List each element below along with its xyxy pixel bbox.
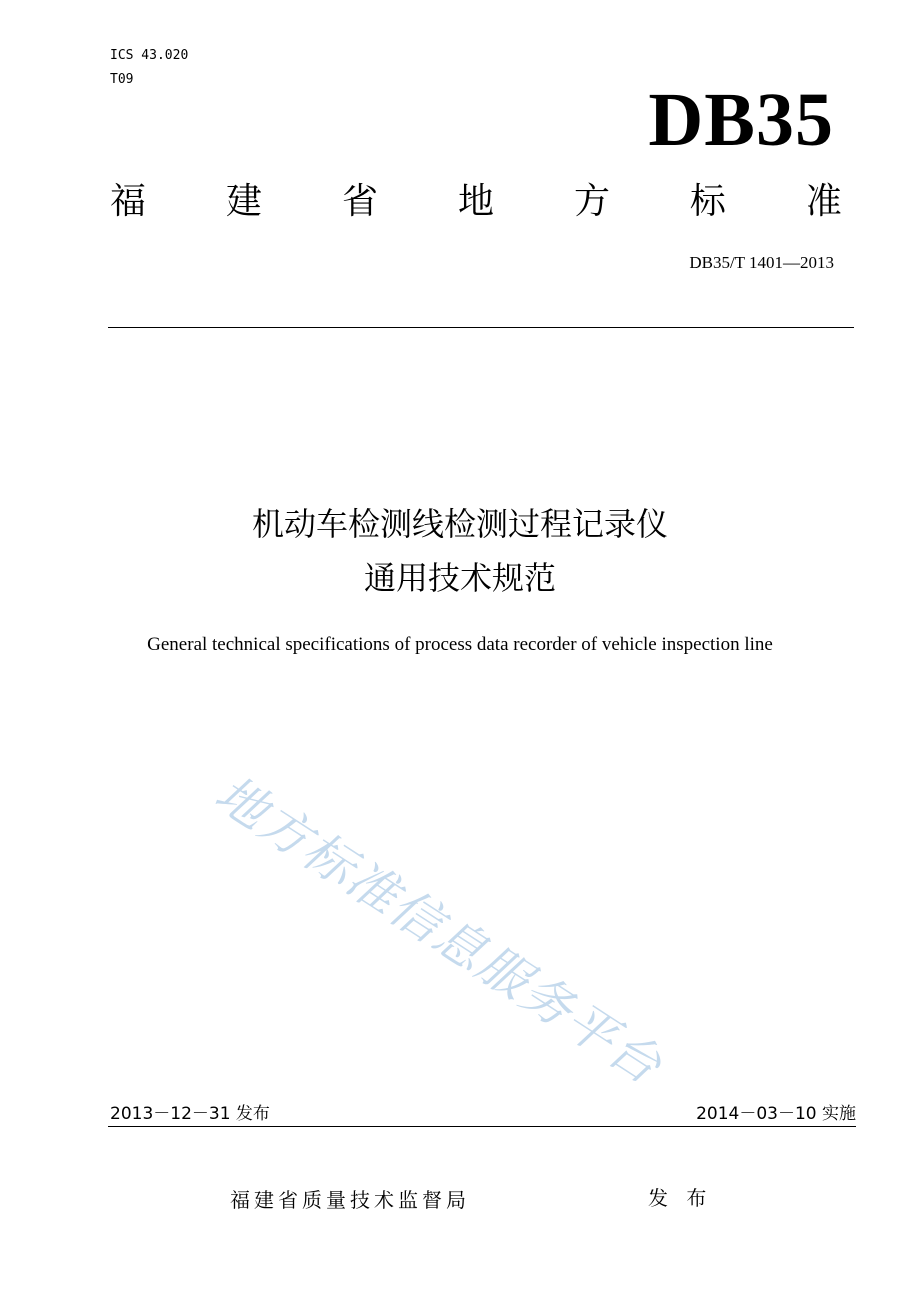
standard-type-char: 省 bbox=[341, 181, 378, 222]
standard-type-char: 准 bbox=[805, 181, 842, 222]
standard-type-char: 地 bbox=[457, 181, 494, 222]
standard-type-char: 福 bbox=[110, 181, 147, 222]
standard-type-char: 标 bbox=[689, 181, 726, 222]
publish-label: 发 布 bbox=[648, 1186, 713, 1210]
standard-type-char: 方 bbox=[573, 181, 610, 222]
document-title-line1: 机动车检测线检测过程记录仪 bbox=[251, 505, 668, 543]
header-divider bbox=[108, 327, 854, 328]
standard-type bbox=[110, 178, 842, 226]
standard-type-char: 建 bbox=[225, 181, 262, 222]
classification-code: T09 bbox=[110, 72, 134, 87]
ics-code: ICS 43.020 bbox=[110, 48, 189, 63]
issuing-authority: 福建省质量技术监督局 bbox=[230, 1188, 470, 1212]
implementation-date: 2014－03－10 实施 bbox=[696, 1104, 856, 1124]
document-title-line2: 通用技术规范 bbox=[363, 559, 556, 597]
footer-divider bbox=[108, 1126, 856, 1127]
standard-number: DB35/T 1401—2013 bbox=[689, 253, 834, 272]
issue-date: 2013－12－31 发布 bbox=[110, 1104, 270, 1124]
standard-logo: DB35 bbox=[648, 78, 834, 162]
watermark: 地方标准信息服务平台 bbox=[204, 764, 673, 1097]
english-title: General technical specifications of process data recorder of vehicle inspection line bbox=[147, 634, 773, 655]
